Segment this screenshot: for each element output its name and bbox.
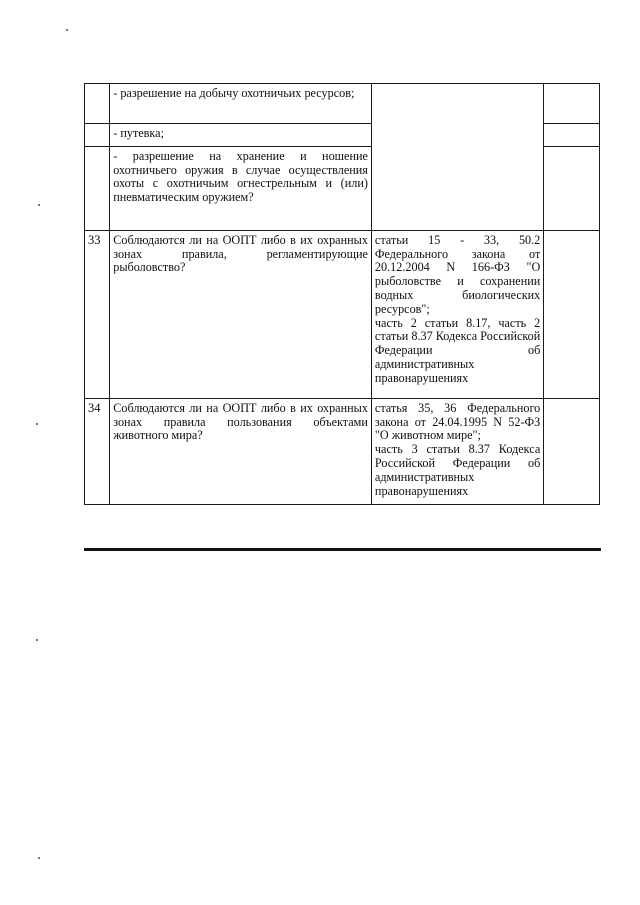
table-row <box>85 398 600 504</box>
checklist-table <box>84 83 600 505</box>
row-number: 34 <box>85 398 110 504</box>
horizontal-divider <box>84 548 601 551</box>
question-text: Соблюдаются ли на ООПТ либо в их охранных зонах правила, регламентирующие рыболовство? <box>113 232 368 275</box>
question-text: Соблюдаются ли на ООПТ либо в их охранных зонах правила пользования объектами животного мира? <box>113 400 368 443</box>
legal-reference: часть 3 статьи 8.37 Кодекса Российской Федерации об административных правонарушениях <box>374 442 541 498</box>
question-cell <box>110 84 372 124</box>
legal-reference: часть 2 статьи 8.17, часть 2 статьи 8.37 Кодекса Российской Федерации об административных правонарушениях <box>374 315 541 385</box>
row-number: 33 <box>85 230 110 398</box>
answer-cell <box>544 398 600 504</box>
answer-cell <box>544 146 600 230</box>
legal-reference: статьи 15 - 33, 50.2 Федерального закона от 20.12.2004 N 166-ФЗ "О рыболовстве и сохранении водных биологических ресурсов"; <box>374 232 541 316</box>
question-cell <box>110 146 372 230</box>
number-cell <box>85 146 110 230</box>
legal-reference: статья 35, 36 Федерального закона от 24.04.1995 N 52-ФЗ "О животном мире"; <box>374 400 541 443</box>
answer-cell <box>544 124 600 147</box>
scan-mark <box>36 639 38 641</box>
number-cell <box>85 84 110 124</box>
scan-mark <box>66 29 68 31</box>
scan-mark <box>36 423 38 425</box>
requirement-text: - разрешение на хранение и ношение охотничьего оружия в случае осуществления охоты с охотничьим огнестрельным и (или) пневматическим оружием? <box>113 148 368 205</box>
number-cell <box>85 124 110 147</box>
answer-cell <box>544 84 600 124</box>
answer-cell <box>544 230 600 398</box>
legal-cell <box>371 84 543 231</box>
scan-mark <box>38 857 40 859</box>
requirement-text: - путевка; <box>113 126 164 140</box>
question-cell <box>110 230 372 398</box>
scan-mark <box>38 204 40 206</box>
legal-cell <box>371 230 543 398</box>
question-cell <box>110 124 372 147</box>
legal-cell <box>371 398 543 504</box>
table-row <box>85 230 600 398</box>
question-cell <box>110 398 372 504</box>
requirement-text: - разрешение на добычу охотничьих ресурсов; <box>113 86 355 100</box>
table-row <box>85 84 600 124</box>
